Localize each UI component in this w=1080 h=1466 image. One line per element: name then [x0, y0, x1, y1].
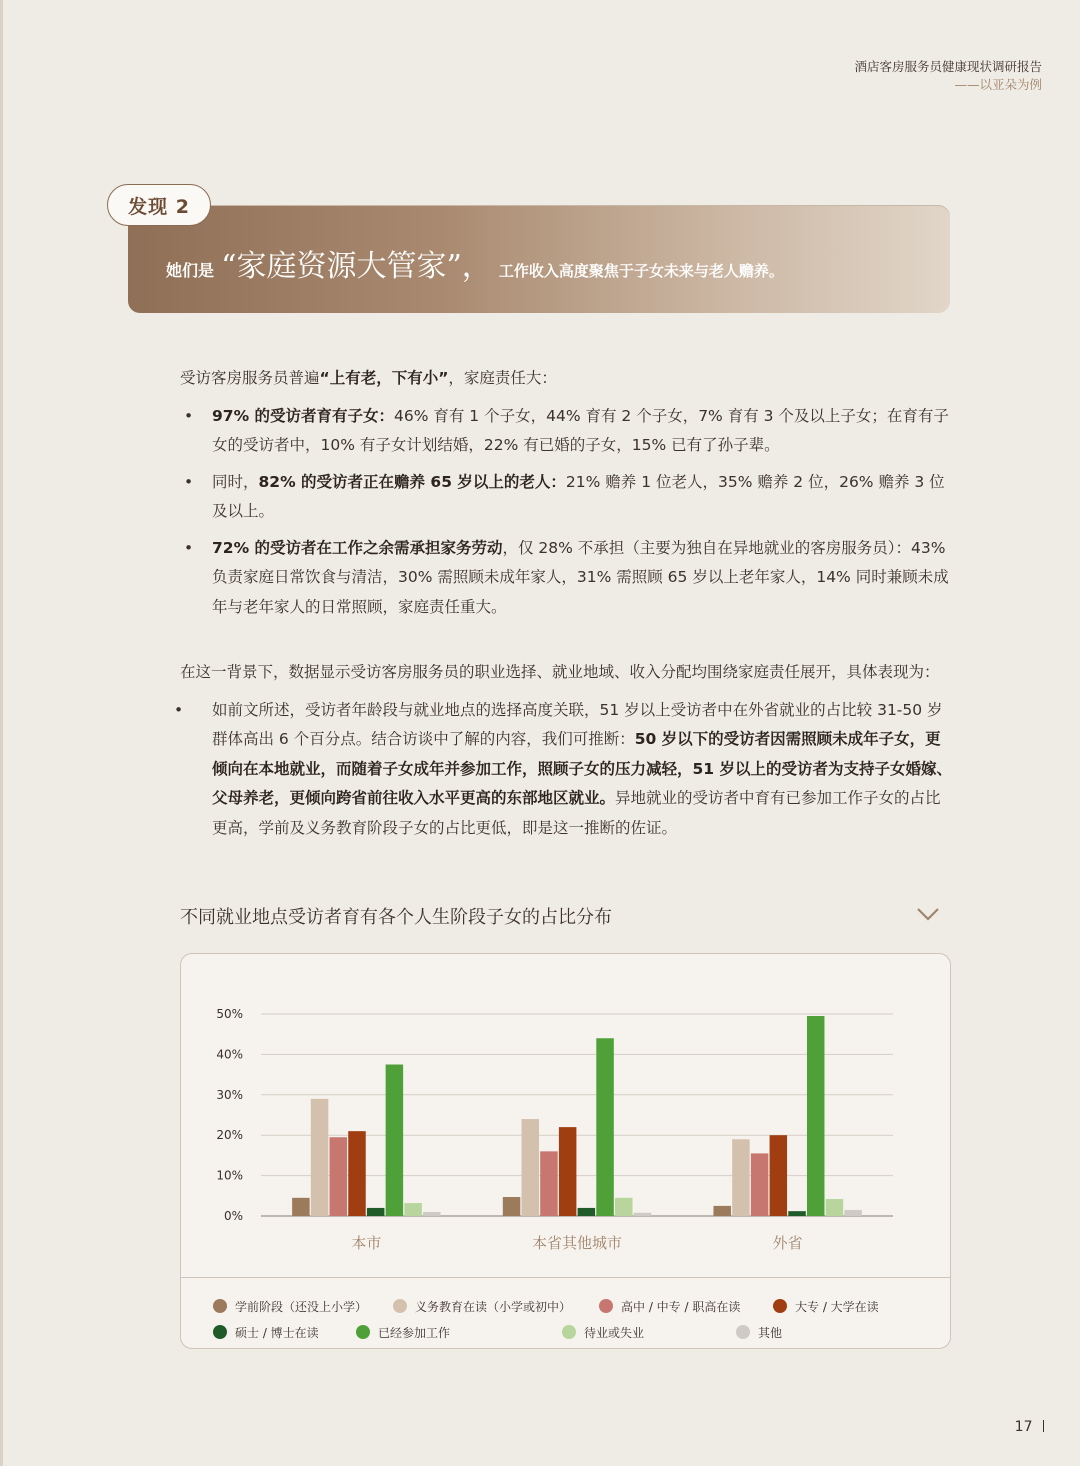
finding-headline	[166, 241, 784, 285]
chart-bar	[367, 1208, 385, 1216]
chart-bar	[770, 1135, 788, 1216]
report-header	[854, 58, 1042, 94]
chart-bar	[788, 1211, 806, 1216]
chart-bar	[503, 1197, 521, 1216]
chart-card	[180, 953, 951, 1349]
chart-bar	[540, 1151, 558, 1216]
bullet-dot-icon: •	[184, 472, 194, 491]
list-item	[180, 468, 955, 527]
legend-label: 学前阶段（还没上小学）	[235, 1299, 368, 1314]
report-subtitle: ——以亚朵为例	[954, 77, 1042, 92]
legend-item	[736, 1324, 896, 1341]
section-intro	[180, 364, 955, 394]
y-tick-label: 50%	[216, 1007, 243, 1021]
chart-bar	[713, 1206, 731, 1216]
chart-bar	[386, 1065, 404, 1217]
legend-item	[773, 1298, 933, 1315]
legend-item	[393, 1298, 599, 1315]
chart-bar	[615, 1198, 633, 1216]
chart-bar	[732, 1139, 750, 1216]
intro-end: ，家庭责任大：	[448, 369, 557, 387]
chart-bar	[807, 1016, 825, 1216]
chart-bar	[348, 1131, 366, 1216]
legend-item	[213, 1298, 393, 1315]
page-number	[1015, 1419, 1044, 1435]
x-category-label: 外省	[772, 1234, 803, 1252]
report-title: 酒店客房服务员健康现状调研报告	[854, 59, 1042, 74]
chart-title: 不同就业地点受访者育有各个人生阶段子女的占比分布	[180, 907, 612, 928]
legend-label: 义务教育在读（小学或初中）	[415, 1299, 572, 1314]
bullet-bold: 97% 的受访者育有子女：	[212, 406, 394, 425]
page-bar	[1043, 1420, 1045, 1432]
bullet-bold: 82% 的受访者正在赡养 65 岁以上的老人：	[258, 472, 566, 491]
chart-bar	[751, 1153, 769, 1216]
chart-bar	[844, 1210, 862, 1216]
page-number-text: 17	[1014, 1419, 1033, 1435]
list-item	[174, 696, 955, 844]
bullet-text: 46% 育有 1 个子女，44% 育有 2 个子女，7% 育有 3 个及以上子女；在育有子女的受访者中，10% 有子女计划结婚，22% 有已婚的子女，15% 已有了孙子辈。	[212, 406, 949, 454]
legend-label: 高中 / 中专 / 职高在读	[621, 1299, 741, 1314]
chart-bar	[596, 1038, 614, 1216]
y-tick-label: 30%	[216, 1087, 243, 1102]
legend-swatch	[393, 1299, 407, 1313]
y-tick-label: 20%	[216, 1128, 243, 1143]
finding-tag: 发现 2	[107, 184, 211, 226]
bullet-text: 如前文所述，受访者年龄段与就业地点的选择高度关联，51 岁以上受访者中在外省就业的占比较 31-50 岁群体高出 6 个百分点。结合访谈中了解的内容，我们可推断：	[212, 700, 943, 748]
list-item	[180, 402, 955, 461]
legend-label: 大专 / 大学在读	[795, 1299, 879, 1314]
legend-item	[213, 1324, 356, 1341]
list-item	[180, 534, 955, 623]
section-family-burden	[180, 364, 955, 622]
chart-bar	[522, 1119, 540, 1216]
chart-bar	[311, 1099, 329, 1216]
x-category-label: 本市	[351, 1234, 382, 1252]
chart-bar	[423, 1212, 441, 1216]
y-tick-label: 0%	[223, 1209, 243, 1223]
legend-swatch	[773, 1299, 787, 1313]
page-edge	[0, 0, 3, 1466]
bullet-bold: 50 岁以下的受访者因需照顾未成年子女，更倾向在本地就业，而随着子女成年并参加工作，照顾子女的压力减轻，51 岁以上的受访者为支持子女婚嫁、父母养老，更倾向跨省前往收入水平更高的东部地区就业。	[212, 730, 952, 807]
chart-bar	[559, 1127, 577, 1216]
finding-suffix: 工作收入高度聚焦于子女未来与老人赡养。	[498, 262, 784, 280]
y-tick-label: 10%	[216, 1168, 243, 1183]
chart-bar	[292, 1198, 310, 1216]
chart-bar	[826, 1199, 844, 1216]
y-tick-label: 40%	[216, 1047, 243, 1062]
x-category-label: 本省其他城市	[531, 1234, 623, 1252]
chart-legend	[213, 1293, 933, 1345]
bullet-dot-icon: •	[184, 538, 194, 557]
bullet-dot-icon: •	[174, 700, 184, 719]
chart-bar	[330, 1137, 348, 1216]
bullet-text: 21% 赡养 1 位老人，35% 赡养 2 位，26% 赡养 3 位及以上。	[212, 472, 945, 520]
section-intro: 在这一背景下，数据显示受访客房服务员的职业选择、就业地域、收入分配均围绕家庭责任展开，具体表现为：	[180, 663, 940, 681]
legend-swatch	[356, 1325, 370, 1339]
legend-swatch	[562, 1325, 576, 1339]
legend-swatch	[213, 1325, 227, 1339]
legend-item	[356, 1324, 562, 1341]
section-employment-choice	[174, 658, 955, 843]
bullet-pre: 同时，	[212, 472, 259, 491]
bullet-dot-icon: •	[184, 406, 194, 425]
intro-bold: “上有老，下有小”	[319, 369, 449, 387]
legend-swatch	[736, 1325, 750, 1339]
bullet-text: 异地就业的受访者中育有已参加工作子女的占比更高，学前及义务教育阶段子女的占比更低，即是这一推断的佐证。	[212, 789, 941, 837]
finding-banner	[128, 205, 950, 313]
bar-chart	[181, 954, 952, 1276]
legend-item	[562, 1324, 736, 1341]
chart-bar	[634, 1213, 652, 1216]
legend-row	[213, 1293, 933, 1319]
legend-label: 待业或失业	[584, 1325, 645, 1340]
finding-prefix: 她们是	[166, 261, 215, 280]
intro-text: 受访客房服务员普遍	[180, 369, 320, 387]
chart-bar	[578, 1208, 596, 1216]
legend-swatch	[213, 1299, 227, 1313]
legend-label: 其他	[758, 1325, 783, 1340]
chart-bar	[404, 1203, 422, 1216]
legend-divider	[181, 1277, 950, 1278]
finding-quote: “家庭资源大管家”，	[221, 249, 492, 284]
legend-label: 硕士 / 博士在读	[235, 1325, 319, 1340]
chevron-down-icon[interactable]	[916, 906, 940, 922]
legend-swatch	[599, 1299, 613, 1313]
legend-item	[599, 1298, 773, 1315]
bullet-bold: 72% 的受访者在工作之余需承担家务劳动	[212, 538, 503, 557]
legend-label: 已经参加工作	[378, 1325, 451, 1340]
legend-row	[213, 1319, 933, 1345]
bullet-text: ，仅 28% 不承担（主要为独自在异地就业的客房服务员）：43% 负责家庭日常饮食与清洁，30% 需照顾未成年家人，31% 需照顾 65 岁以上老年家人，14% 同时兼顾未成年与老年家人的日常照顾，家庭责任重大。	[212, 538, 949, 616]
